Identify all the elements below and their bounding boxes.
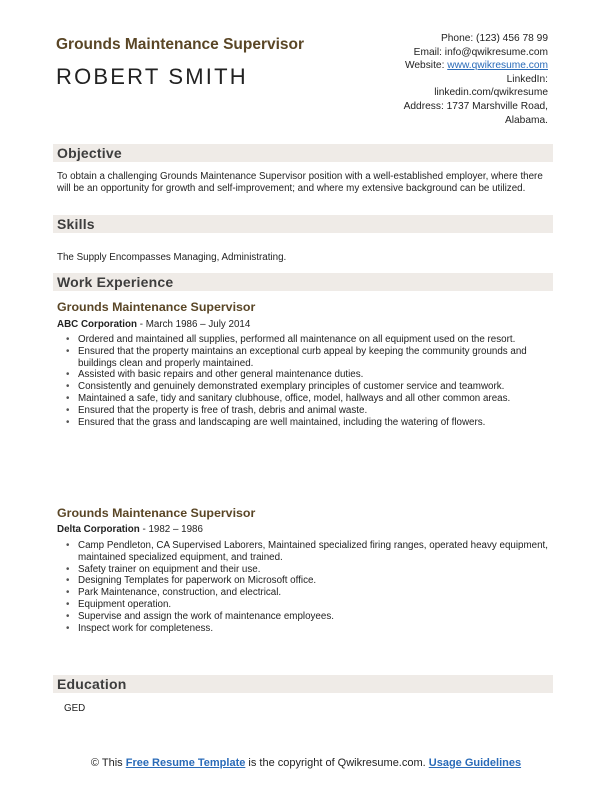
- copyright-footer: [0, 756, 612, 770]
- work-section-bar: [53, 273, 553, 291]
- job-2-company-line: [57, 524, 203, 535]
- list-item: • Safety trainer on equipment and their use.: [66, 564, 554, 576]
- skills-text: The Supply Encompasses Managing, Administrating.: [57, 252, 287, 263]
- work-heading: Work Experience: [57, 274, 174, 290]
- website-label: Website:: [404, 60, 448, 72]
- candidate-name: ROBERT SMITH: [56, 64, 248, 89]
- contact-block: [308, 32, 548, 127]
- linkedin-url: linkedin.com/qwikresume: [434, 87, 548, 99]
- list-item: • Park Maintenance, construction, and electrical.: [66, 587, 554, 599]
- list-item: • Ensured that the grass and landscaping are well maintained, including the watering of flowers.: [66, 417, 554, 429]
- website-link[interactable]: www.qwikresume.com: [447, 60, 548, 72]
- job-1-company-line: [57, 319, 250, 330]
- usage-guidelines-link[interactable]: Usage Guidelines: [428, 757, 522, 769]
- resume-header: [56, 28, 556, 128]
- job-1-title: Grounds Maintenance Supervisor: [57, 300, 256, 314]
- free-resume-template-link[interactable]: Free Resume Template: [125, 757, 246, 769]
- objective-heading: Objective: [57, 145, 122, 161]
- job-1-bullets: [66, 334, 554, 428]
- skills-section-bar: [53, 215, 553, 233]
- education-section-bar: [53, 675, 553, 693]
- list-item: • Ordered and maintained all supplies, performed all maintenance on all equipment used on the resort.: [66, 334, 554, 346]
- list-item: • Camp Pendleton, CA Supervised Laborers, Maintained specialized firing ranges, operated heavy equipment, maintained specialized equipment, and trained.: [66, 540, 554, 564]
- footer-middle: is the copyright of Qwikresume.com.: [245, 757, 429, 769]
- education-text: GED: [64, 703, 86, 714]
- address-line-1: Address: 1737 Marshville Road,: [403, 100, 548, 112]
- job-2-dates: - 1982 – 1986: [139, 524, 203, 535]
- website: [308, 59, 548, 73]
- linkedin-label: LinkedIn:: [506, 73, 548, 85]
- list-item: • Inspect work for completeness.: [66, 623, 554, 635]
- job-2-company: Delta Corporation: [57, 524, 140, 535]
- list-item: • Maintained a safe, tidy and sanitary clubhouse, office, model, hallways and all other common areas.: [66, 393, 554, 405]
- phone: Phone: (123) 456 78 99: [440, 33, 548, 44]
- objective-text: To obtain a challenging Grounds Maintenance Supervisor position with a well-established employer, where there will be an opportunity for growth and self-improvement; and where my extensive background can be utilized.: [57, 171, 543, 194]
- list-item: • Ensured that the property is free of trash, debris and animal waste.: [66, 405, 554, 417]
- list-item: • Consistently and genuinely demonstrated exemplary principles of customer service and teamwork.: [66, 381, 554, 393]
- job-title: Grounds Maintenance Supervisor: [56, 36, 305, 53]
- footer-prefix: © This: [90, 757, 126, 769]
- email: Email: info@qwikresume.com: [413, 46, 548, 58]
- address-line-2: Alabama.: [504, 114, 548, 126]
- job-1-company: ABC Corporation: [57, 319, 138, 330]
- job-2-title: Grounds Maintenance Supervisor: [57, 506, 256, 520]
- list-item: • Ensured that the property maintains an exceptional curb appeal by keeping the community grounds and buildings clean and properly maintained.: [66, 346, 554, 370]
- objective-section-bar: [53, 144, 553, 162]
- education-heading: Education: [57, 676, 127, 692]
- job-1-dates: - March 1986 – July 2014: [137, 319, 251, 330]
- list-item: • Assisted with basic repairs and other general maintenance duties.: [66, 369, 554, 381]
- job-2-bullets: [66, 540, 554, 634]
- list-item: • Equipment operation.: [66, 599, 554, 611]
- list-item: • Supervise and assign the work of maintenance employees.: [66, 611, 554, 623]
- skills-heading: Skills: [57, 216, 95, 232]
- list-item: • Designing Templates for paperwork on Microsoft office.: [66, 575, 554, 587]
